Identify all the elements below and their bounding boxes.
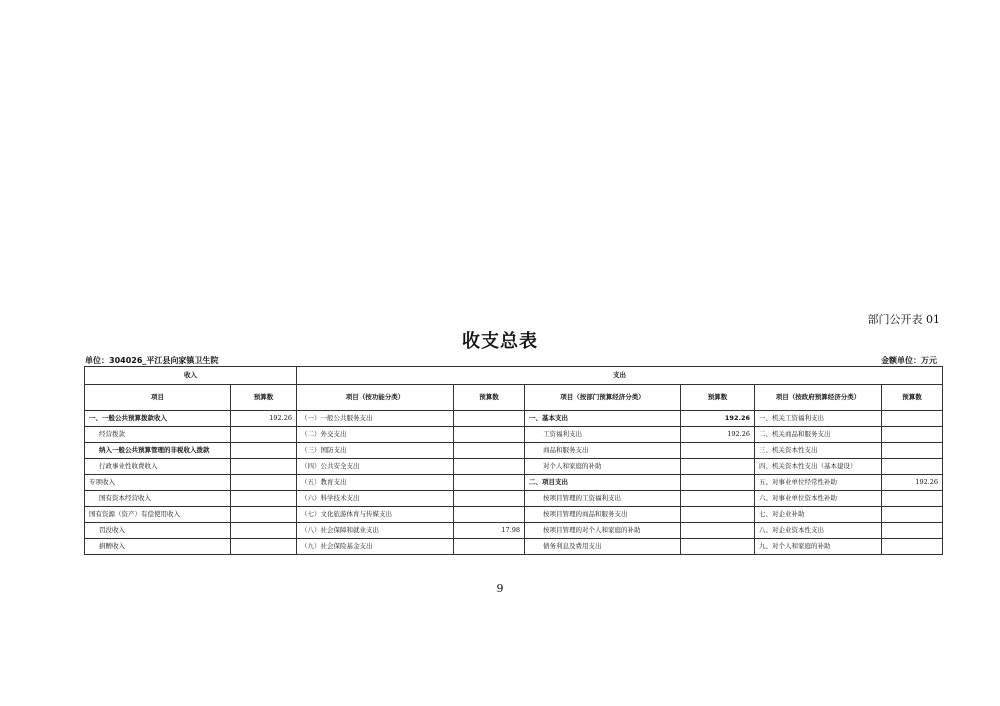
table-row	[85, 443, 943, 459]
table-cell	[231, 523, 297, 539]
table-cell: 专项收入	[85, 475, 231, 491]
table-cell	[681, 523, 755, 539]
column-header: 预算数	[681, 385, 755, 411]
column-header: 预算数	[231, 385, 297, 411]
table-cell	[454, 427, 525, 443]
table-cell: （六）科学技术支出	[297, 491, 454, 507]
table-cell: 工资福利支出	[525, 427, 681, 443]
table-cell: （五）教育支出	[297, 475, 454, 491]
column-header: 项目（按功能分类）	[297, 385, 454, 411]
table-cell: （三）国防支出	[297, 443, 454, 459]
table-cell: 三、机关资本性支出	[755, 443, 882, 459]
table-cell	[454, 539, 525, 555]
table-cell	[454, 411, 525, 427]
budget-summary-table	[84, 366, 943, 555]
table-cell: 17.98	[454, 523, 525, 539]
table-row	[85, 427, 943, 443]
table-cell: 一、基本支出	[525, 411, 681, 427]
page-number: 9	[496, 582, 504, 595]
column-header: 预算数	[454, 385, 525, 411]
table-cell: 一、一般公共预算拨款收入	[85, 411, 231, 427]
column-header: 项目（按政府预算经济分类）	[755, 385, 882, 411]
column-header-row	[85, 385, 943, 411]
table-cell	[454, 491, 525, 507]
table-cell	[681, 507, 755, 523]
table-cell: 国有资源（资产）有偿使用收入	[85, 507, 231, 523]
table-cell	[231, 539, 297, 555]
table-cell	[681, 539, 755, 555]
table-row	[85, 459, 943, 475]
table-cell: 八、对企业资本性支出	[755, 523, 882, 539]
expense-group-header: 支出	[297, 367, 943, 385]
table-cell: 七、对企业补助	[755, 507, 882, 523]
table-cell: （一）一般公共服务支出	[297, 411, 454, 427]
table-cell: 192.26	[882, 475, 943, 491]
table-cell	[231, 427, 297, 443]
table-cell: （九）社会保险基金支出	[297, 539, 454, 555]
table-cell: 一、机关工资福利支出	[755, 411, 882, 427]
table-cell	[454, 459, 525, 475]
table-cell: 经营拨款	[85, 427, 231, 443]
table-cell: 对个人和家庭的补助	[525, 459, 681, 475]
table-cell	[882, 523, 943, 539]
table-cell: 二、机关商品和服务支出	[755, 427, 882, 443]
table-cell: 192.26	[681, 427, 755, 443]
table-cell: （八）社会保障和就业支出	[297, 523, 454, 539]
table-cell	[681, 491, 755, 507]
table-cell	[454, 475, 525, 491]
table-cell	[231, 475, 297, 491]
table-cell	[231, 491, 297, 507]
table-row	[85, 539, 943, 555]
table-cell	[454, 443, 525, 459]
table-cell: 六、对事业单位资本性补助	[755, 491, 882, 507]
table-cell	[882, 507, 943, 523]
table-cell	[681, 443, 755, 459]
money-unit-label: 金额单位：万元	[881, 356, 937, 365]
table-row	[85, 491, 943, 507]
group-header-row	[85, 367, 943, 385]
table-cell	[882, 491, 943, 507]
table-cell: 捐赠收入	[85, 539, 231, 555]
table-row	[85, 523, 943, 539]
table-cell	[231, 507, 297, 523]
table-cell	[231, 459, 297, 475]
page-title: 收支总表	[462, 331, 538, 352]
table-cell: 按项目管理的商品和服务支出	[525, 507, 681, 523]
table-cell: 二、项目支出	[525, 475, 681, 491]
table-cell	[454, 507, 525, 523]
table-cell: （四）公共安全支出	[297, 459, 454, 475]
table-row	[85, 507, 943, 523]
form-number: 部门公开表 01	[867, 313, 940, 326]
table-cell: 四、机关资本性支出（基本建设）	[755, 459, 882, 475]
table-cell	[231, 443, 297, 459]
table-cell: 纳入一般公共预算管理的非税收入拨款	[85, 443, 231, 459]
table-cell	[882, 411, 943, 427]
column-header: 项目（按部门预算经济分类）	[525, 385, 681, 411]
table-cell	[681, 459, 755, 475]
table-cell: 五、对事业单位经常性补助	[755, 475, 882, 491]
table-cell	[882, 427, 943, 443]
table-cell	[882, 539, 943, 555]
unit-label: 单位：304026_平江县向家镇卫生院	[85, 356, 219, 365]
table-cell: （七）文化旅游体育与传媒支出	[297, 507, 454, 523]
table-cell: 行政事业性收费收入	[85, 459, 231, 475]
table-cell	[882, 459, 943, 475]
table-cell: 商品和服务支出	[525, 443, 681, 459]
income-group-header: 收入	[85, 367, 297, 385]
table-cell: 罚没收入	[85, 523, 231, 539]
table-cell: （二）外交支出	[297, 427, 454, 443]
table-cell: 九、对个人和家庭的补助	[755, 539, 882, 555]
table-cell: 192.26	[231, 411, 297, 427]
table-row	[85, 411, 943, 427]
column-header: 预算数	[882, 385, 943, 411]
table-cell: 按项目管理的工资福利支出	[525, 491, 681, 507]
table-cell: 按项目管理的对个人和家庭的补助	[525, 523, 681, 539]
table-cell: 债务利息及费用支出	[525, 539, 681, 555]
table-cell: 192.26	[681, 411, 755, 427]
column-header: 项目	[85, 385, 231, 411]
table-cell: 国有资本经营收入	[85, 491, 231, 507]
table-row	[85, 475, 943, 491]
table-cell	[681, 475, 755, 491]
table-cell	[882, 443, 943, 459]
